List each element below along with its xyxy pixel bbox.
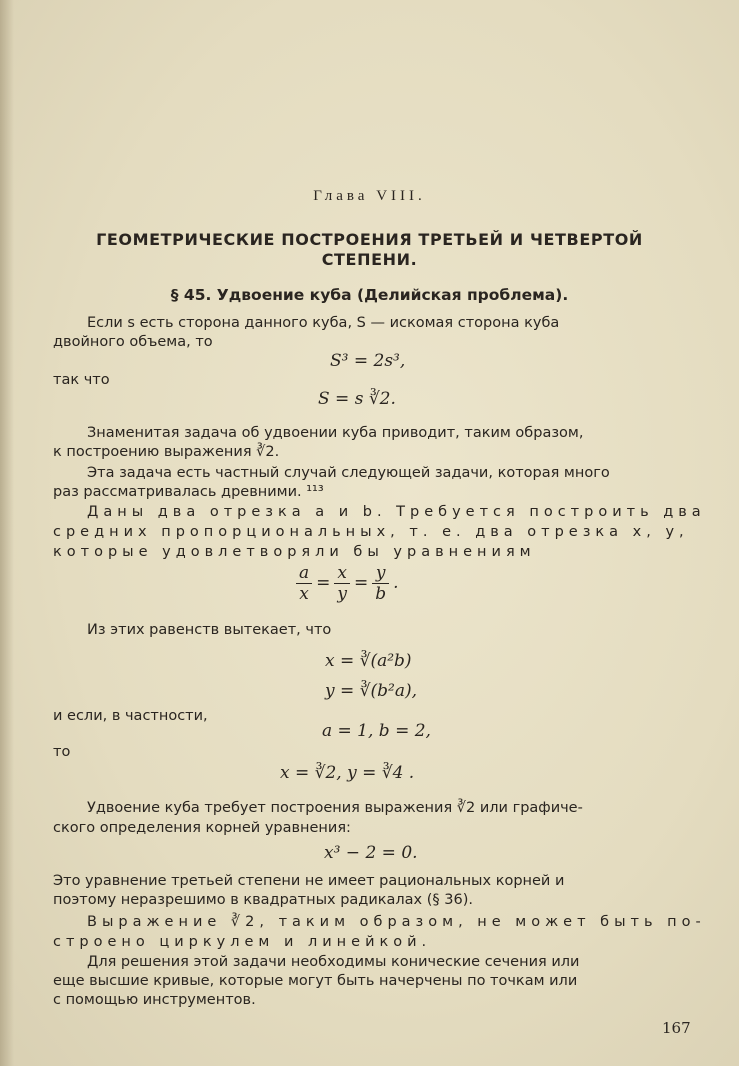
paragraph-4-line-1: Даны два отрезка a и b. Требуется построить два	[87, 504, 706, 520]
paragraph-4-line-2: средних пропорциональных, т. е. два отрезка x, y,	[53, 524, 689, 540]
fraction-a-over-x: $\frac{a}{x}$	[296, 563, 312, 604]
paragraph-3-line-2: раз рассматривалась древними. ¹¹³	[53, 484, 324, 500]
equation-cubic: x³ − 2 = 0.	[324, 843, 418, 863]
chapter-heading: Глава VIII.	[313, 188, 426, 204]
paragraph-2-line-2: к построению выражения ∛2.	[53, 444, 280, 460]
paragraph-7-line-2: поэтому неразрешимо в квадратных радикалах (§ 36).	[53, 892, 473, 908]
fraction-x-over-y: $\frac{x}{y}$	[334, 563, 350, 604]
text-i-esli: и если, в частности,	[53, 708, 208, 724]
paragraph-1-line-1: Если s есть сторона данного куба, S — искомая сторона куба	[87, 315, 560, 331]
paragraph-2-line-1: Знаменитая задача об удвоении куба приводит, таким образом,	[87, 425, 584, 441]
proportion-equation: $\frac{a}{x}$ = $\frac{x}{y}$ = $\frac{y}{b}$ .	[292, 563, 399, 604]
equation-x-root: x = ∛(a²b)	[325, 651, 412, 671]
paragraph-8-line-2: строено циркулем и линейкой.	[53, 934, 432, 950]
page-number: 167	[662, 1019, 691, 1037]
equation-y-root: y = ∛(b²a),	[325, 681, 417, 701]
paragraph-3-line-1: Эта задача есть частный случай следующей задачи, которая много	[87, 465, 610, 481]
paragraph-8-line-1: Выражение ∛2, таким образом, не может быть по-	[87, 914, 706, 930]
equation-a-b-values: a = 1, b = 2,	[322, 721, 431, 741]
fraction-y-over-b: $\frac{y}{b}$	[372, 563, 389, 604]
equation-x-y-values: x = ∛2, y = ∛4 .	[280, 763, 415, 783]
page-binding-shadow	[0, 0, 14, 1066]
paragraph-7-line-1: Это уравнение третьей степени не имеет рациональных корней и	[53, 873, 565, 889]
paragraph-9-line-2: еще высшие кривые, которые могут быть начерчены по точкам или	[53, 973, 578, 989]
paragraph-6-line-2: ского определения корней уравнения:	[53, 820, 351, 836]
paragraph-4-line-3: которые удовлетворяли бы уравнениям	[53, 544, 536, 560]
text-to: то	[53, 744, 71, 760]
equation-cube-volume: S³ = 2s³,	[330, 351, 406, 371]
chapter-title-line1: ГЕОМЕТРИЧЕСКИЕ ПОСТРОЕНИЯ ТРЕТЬЕЙ И ЧЕТВЕРТОЙ	[96, 230, 643, 249]
section-title: § 45. Удвоение куба (Делийская проблема).	[170, 286, 569, 304]
paragraph-6-line-1: Удвоение куба требует построения выражения ∛2 или графиче-	[87, 800, 583, 816]
equation-side: S = s ∛2.	[318, 389, 396, 409]
paragraph-5: Из этих равенств вытекает, что	[87, 622, 332, 638]
chapter-title-line2: СТЕПЕНИ.	[321, 250, 418, 269]
paragraph-1-line-2: двойного объема, то	[53, 334, 213, 350]
paragraph-9-line-3: с помощью инструментов.	[53, 992, 256, 1008]
paragraph-9-line-1: Для решения этой задачи необходимы конические сечения или	[87, 954, 580, 970]
text-tak-chto: так что	[53, 372, 110, 388]
